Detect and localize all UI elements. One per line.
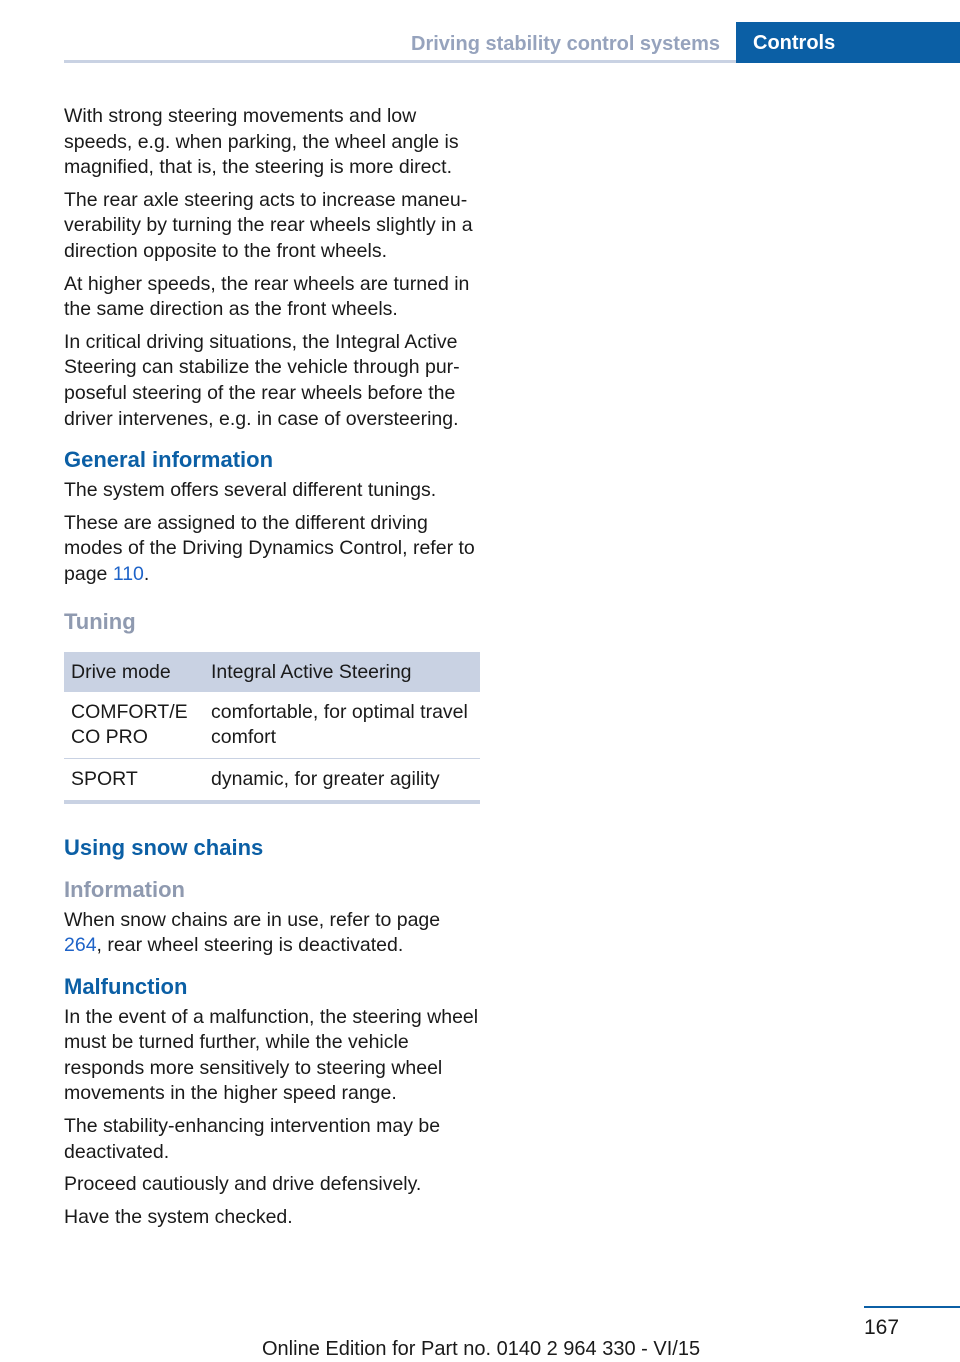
table-cell-drive-mode: COMFORT/E CO PRO bbox=[64, 692, 204, 759]
snow-chains-text: When snow chains are in use, refer to page bbox=[64, 908, 441, 931]
table-row bbox=[64, 758, 480, 802]
malfunction-paragraph-1: In the event of a malfunction, the steering wheel must be turned further, while the vehicle responds more sensitively to steering wheel movements in the higher speed range. bbox=[64, 1005, 479, 1105]
malfunction-paragraph-3: Proceed cautiously and drive defensively. bbox=[64, 1173, 422, 1196]
table-row bbox=[64, 692, 480, 759]
tuning-heading: Tuning bbox=[64, 608, 136, 634]
page-number: 167 bbox=[864, 1316, 900, 1339]
table-cell-steering: comfortable, for optimal travel comfort bbox=[204, 692, 480, 759]
snow-chains-text-end: , rear wheel steering is deactivated. bbox=[96, 934, 404, 957]
general-information-period: . bbox=[143, 562, 150, 585]
malfunction-heading: Malfunction bbox=[64, 973, 188, 999]
header-section-title: Driving stability control systems bbox=[411, 33, 720, 55]
general-information-paragraph-1: The system offers several different tunings. bbox=[64, 479, 437, 502]
column-header-integral-active-steering: Integral Active Steering bbox=[204, 652, 480, 692]
intro-paragraph-1: With strong steering movements and low speeds, e.g. when parking, the wheel angle is magnified, that is, the steering is more direct. bbox=[64, 105, 459, 179]
main-column bbox=[64, 104, 480, 1237]
snow-chains-information-subheading: Information bbox=[64, 876, 185, 902]
malfunction-paragraph-2: The stability-enhancing intervention may be deactivated. bbox=[64, 1115, 441, 1163]
page-link-110[interactable]: 110 bbox=[112, 562, 144, 585]
page-link-264[interactable]: 264 bbox=[64, 934, 97, 957]
tuning-table bbox=[64, 652, 480, 804]
table-cell-steering: dynamic, for greater agility bbox=[204, 758, 480, 802]
table-cell-drive-mode: SPORT bbox=[64, 758, 204, 802]
general-information-text: These are assigned to the different driving modes of the Driving Dynamics Control, refer to page bbox=[64, 511, 475, 585]
intro-paragraph-3: At higher speeds, the rear wheels are turned in the same direction as the front wheels. bbox=[64, 272, 470, 321]
general-information-paragraph-2 bbox=[64, 511, 480, 588]
snow-chains-heading: Using snow chains bbox=[64, 834, 264, 860]
snow-chains-paragraph bbox=[64, 908, 480, 959]
footer-edition-text: Online Edition for Part no. 0140 2 964 330 - VI/15 bbox=[262, 1338, 701, 1360]
intro-paragraph-2: The rear axle steering acts to increase maneuverability by turning the rear wheels slightly in a direction opposite to the front wheels. bbox=[64, 188, 473, 262]
header-rule bbox=[64, 60, 736, 63]
table-header-row bbox=[64, 652, 480, 692]
footer-rule bbox=[864, 1306, 960, 1308]
intro-paragraph-4: In critical driving situations, the Integral Active Steering can stabilize the vehicle through purposeful steering of the rear wheels before the driver intervenes, e.g. in case of oversteering. bbox=[64, 330, 460, 430]
header-chapter-tab: Controls bbox=[736, 22, 960, 63]
general-information-heading: General information bbox=[64, 447, 274, 473]
column-header-drive-mode: Drive mode bbox=[64, 652, 204, 692]
malfunction-paragraph-4: Have the system checked. bbox=[64, 1205, 293, 1228]
